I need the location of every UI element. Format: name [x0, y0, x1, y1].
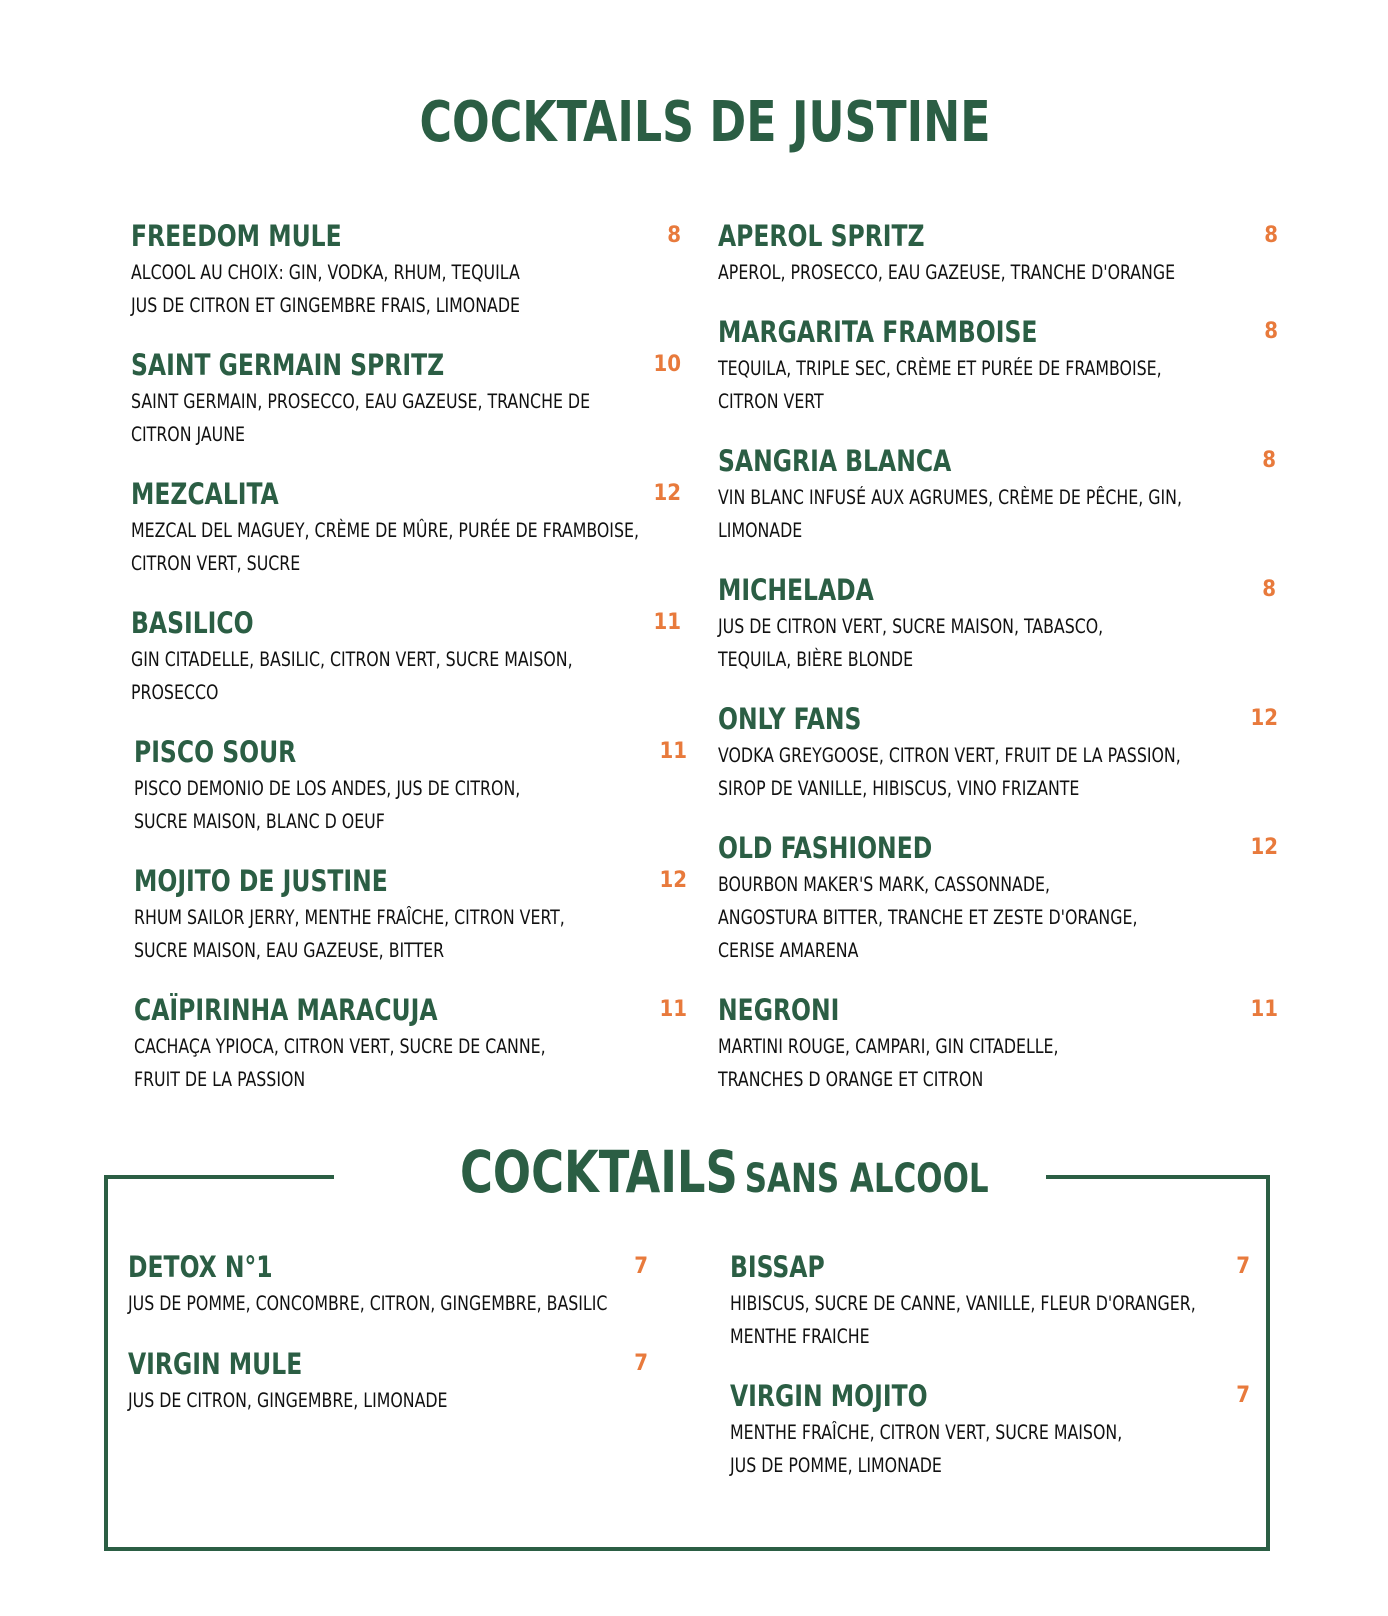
item-price: 7	[1236, 1254, 1250, 1279]
item-name: OLD FASHIONED	[718, 831, 933, 865]
item-name: VIRGIN MOJITO	[730, 1379, 928, 1413]
item-description: GIN CITADELLE, BASILIC, CITRON VERT, SUCRE MAISON, PROSECCO	[131, 648, 573, 704]
item-description: APEROL, PROSECCO, EAU GAZEUSE, TRANCHE D'ORANGE	[718, 261, 1176, 284]
item-description: TEQUILA, TRIPLE SEC, CRÈME ET PURÉE DE FRAMBOISE, CITRON VERT	[718, 357, 1162, 413]
item-price: 12	[653, 481, 681, 506]
menu-item	[718, 314, 1278, 418]
item-price: 11	[653, 610, 681, 635]
item-name: BISSAP	[730, 1250, 825, 1284]
menu-item	[131, 347, 681, 451]
item-name: BASILICO	[131, 606, 254, 640]
sans-alcool-title	[460, 1138, 989, 1206]
item-price: 8	[667, 223, 681, 248]
menu-item	[134, 863, 687, 967]
item-name: DETOX N°1	[128, 1250, 273, 1284]
item-price: 8	[1264, 223, 1278, 248]
item-description: JUS DE POMME, CONCOMBRE, CITRON, GINGEMBRE, BASILIC	[128, 1292, 608, 1315]
menu-item	[730, 1249, 1250, 1353]
item-name: SAINT GERMAIN SPRITZ	[131, 348, 445, 382]
menu-item	[718, 572, 1276, 676]
item-description: MEZCAL DEL MAGUEY, CRÈME DE MÛRE, PURÉE DE FRAMBOISE, CITRON VERT, SUCRE	[131, 519, 639, 575]
item-name: MEZCALITA	[131, 477, 279, 511]
item-price: 11	[659, 997, 687, 1022]
menu-item	[718, 830, 1278, 967]
menu-item	[131, 218, 681, 322]
sans-alcool-title-big: COCKTAILS	[460, 1138, 738, 1206]
menu-item	[718, 443, 1276, 547]
item-description: SAINT GERMAIN, PROSECCO, EAU GAZEUSE, TRANCHE DE CITRON JAUNE	[131, 390, 591, 446]
item-description: BOURBON MAKER'S MARK, CASSONNADE, ANGOSTURA BITTER, TRANCHE ET ZESTE D'ORANGE, CERISE AMARENA	[718, 873, 1138, 962]
menu-item	[131, 476, 681, 580]
item-description: HIBISCUS, SUCRE DE CANNE, VANILLE, FLEUR D'ORANGER, MENTHE FRAICHE	[730, 1292, 1196, 1348]
item-name: NEGRONI	[718, 993, 840, 1027]
item-name: PISCO SOUR	[134, 735, 297, 769]
menu-item	[131, 605, 681, 709]
item-name: APEROL SPRITZ	[718, 219, 925, 253]
item-name: FREEDOM MULE	[131, 219, 342, 253]
item-name: ONLY FANS	[718, 702, 862, 736]
item-name: CAÏPIRINHA MARACUJA	[134, 993, 438, 1027]
menu-item	[134, 734, 687, 838]
menu-title: COCKTAILS DE JUSTINE	[419, 90, 991, 155]
menu-item	[718, 701, 1278, 805]
item-price: 12	[1250, 706, 1278, 731]
menu-item	[730, 1378, 1250, 1482]
item-name: MOJITO DE JUSTINE	[134, 864, 388, 898]
item-name: MARGARITA FRAMBOISE	[718, 315, 1038, 349]
item-price: 12	[659, 868, 687, 893]
item-description: CACHAÇA YPIOCA, CITRON VERT, SUCRE DE CANNE, FRUIT DE LA PASSION	[134, 1035, 546, 1091]
sans-alcool-title-small: SANS ALCOOL	[744, 1156, 989, 1202]
item-description: MARTINI ROUGE, CAMPARI, GIN CITADELLE, TRANCHES D ORANGE ET CITRON	[718, 1035, 1059, 1091]
menu-item	[718, 992, 1278, 1096]
item-price: 7	[634, 1254, 648, 1279]
item-price: 11	[659, 739, 687, 764]
item-name: VIRGIN MULE	[128, 1347, 303, 1381]
item-description: VODKA GREYGOOSE, CITRON VERT, FRUIT DE LA PASSION, SIROP DE VANILLE, HIBISCUS, VINO FRIZANTE	[718, 744, 1181, 800]
item-description: RHUM SAILOR JERRY, MENTHE FRAÎCHE, CITRON VERT, SUCRE MAISON, EAU GAZEUSE, BITTER	[134, 906, 565, 962]
item-description: MENTHE FRAÎCHE, CITRON VERT, SUCRE MAISON, JUS DE POMME, LIMONADE	[730, 1421, 1123, 1477]
menu-item	[718, 218, 1278, 289]
frame-top-left-line	[104, 1175, 334, 1179]
item-price: 12	[1250, 835, 1278, 860]
item-description: JUS DE CITRON, GINGEMBRE, LIMONADE	[128, 1389, 448, 1412]
frame-top-right-line	[1046, 1175, 1270, 1179]
item-description: JUS DE CITRON VERT, SUCRE MAISON, TABASCO, TEQUILA, BIÈRE BLONDE	[718, 615, 1104, 671]
item-name: MICHELADA	[718, 573, 874, 607]
menu-item	[128, 1346, 648, 1417]
item-price: 8	[1262, 577, 1276, 602]
item-price: 8	[1262, 448, 1276, 473]
item-price: 7	[634, 1351, 648, 1376]
item-price: 7	[1236, 1383, 1250, 1408]
item-price: 10	[653, 352, 681, 377]
item-name: SANGRIA BLANCA	[718, 444, 952, 478]
item-description: ALCOOL AU CHOIX: GIN, VODKA, RHUM, TEQUILA JUS DE CITRON ET GINGEMBRE FRAIS, LIMONADE	[131, 261, 520, 317]
item-price: 8	[1264, 319, 1278, 344]
menu-item	[134, 992, 687, 1096]
item-description: VIN BLANC INFUSÉ AUX AGRUMES, CRÈME DE PÊCHE, GIN, LIMONADE	[718, 486, 1183, 542]
menu-item	[128, 1249, 648, 1320]
item-price: 11	[1250, 997, 1278, 1022]
item-description: PISCO DEMONIO DE LOS ANDES, JUS DE CITRON, SUCRE MAISON, BLANC D OEUF	[134, 777, 521, 833]
